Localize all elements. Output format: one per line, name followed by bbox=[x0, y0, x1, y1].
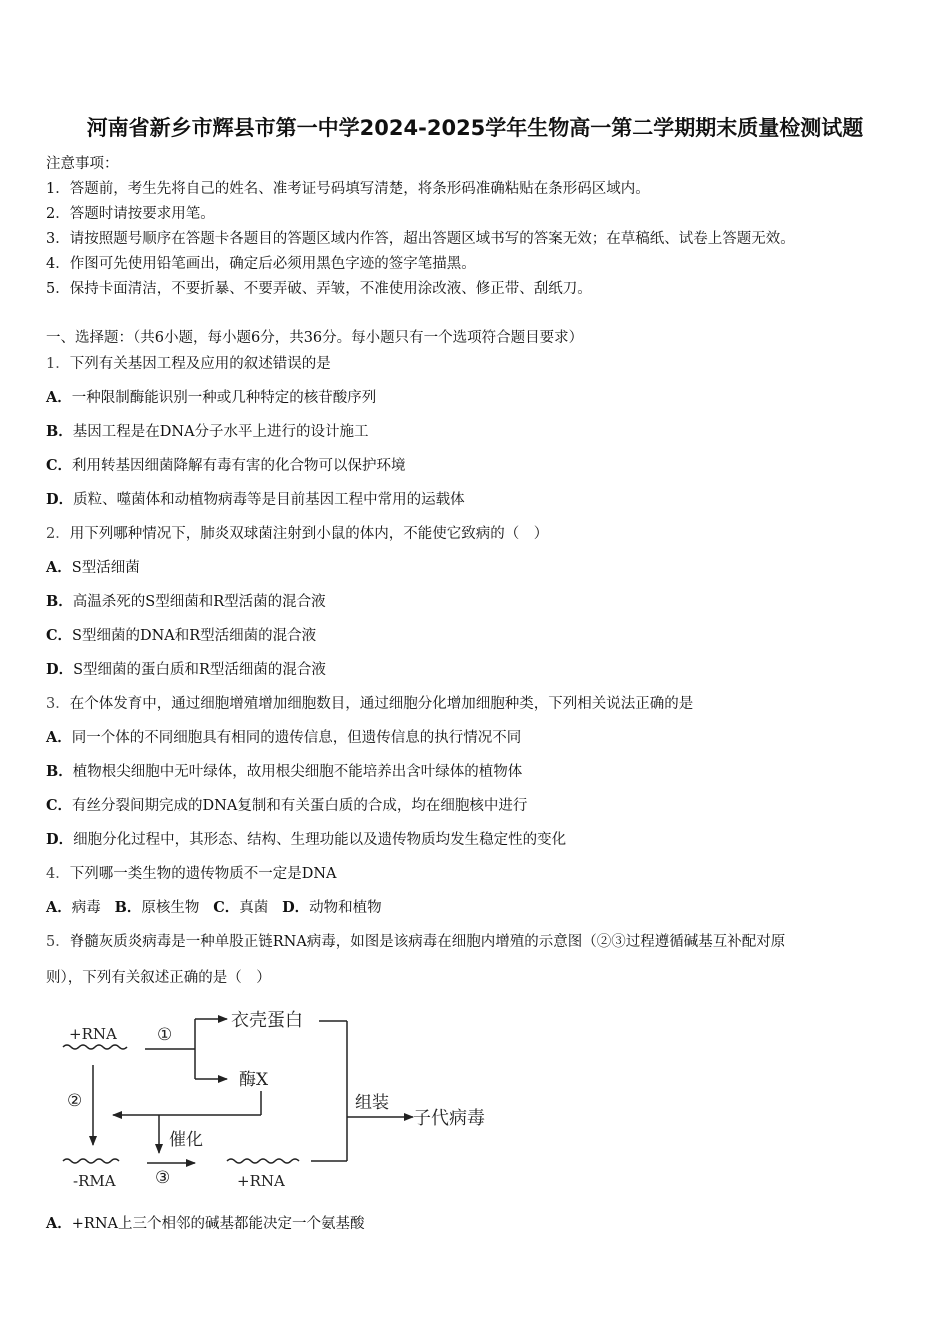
question-text: 用下列哪种情况下，肺炎双球菌注射到小鼠的体内，不能使它致病的（ ） bbox=[69, 526, 549, 542]
option-label: C． bbox=[46, 627, 73, 644]
option-label: C． bbox=[46, 457, 73, 474]
option-text: 有丝分裂间期完成的DNA复制和有关蛋白质的合成，均在细胞核中进行 bbox=[72, 798, 528, 814]
plus-rna-wave-bottom bbox=[227, 1159, 299, 1163]
option-label: D． bbox=[46, 491, 74, 508]
option-label: A． bbox=[46, 899, 72, 916]
plus-rna-wave-top bbox=[63, 1045, 127, 1049]
option-2d bbox=[46, 658, 326, 679]
option-text: 同一个体的不同细胞具有相同的遗传信息，但遗传信息的执行情况不同 bbox=[71, 730, 522, 746]
notice-item: 4．作图可先使用铅笔画出，确定后必须用黑色字迹的签字笔描黑。 bbox=[46, 256, 476, 272]
option-text: 利用转基因细菌降解有毒有害的化合物可以保护环境 bbox=[72, 458, 406, 474]
option-3b bbox=[46, 760, 522, 781]
notice-item: 1．答题前，考生先将自己的姓名、准考证号码填写清楚，将条形码准确粘贴在条形码区域内。 bbox=[46, 181, 650, 197]
option-text: 真菌 bbox=[239, 900, 269, 916]
option-text: 基因工程是在DNA分子水平上进行的设计施工 bbox=[72, 424, 369, 440]
question-4-stem bbox=[46, 862, 337, 883]
exam-title: 河南省新乡市辉县市第一中学2024-2025学年生物高一第二学期期末质量检测试题 bbox=[86, 116, 864, 140]
label-coat-protein: 衣壳蛋白 bbox=[231, 1010, 303, 1031]
notice-heading: 注意事项： bbox=[46, 156, 119, 172]
label-minus-rna: -RMA bbox=[73, 1172, 116, 1190]
label-step-1: ① bbox=[157, 1025, 173, 1045]
option-label: D． bbox=[46, 831, 74, 848]
option-1c bbox=[46, 454, 406, 475]
option-3c bbox=[46, 794, 527, 815]
label-enzyme-x: 酶X bbox=[239, 1070, 269, 1090]
option-text: 动物和植物 bbox=[309, 900, 382, 916]
virus-replication-diagram bbox=[55, 1005, 515, 1195]
section-heading: 一、选择题：（共6小题，每小题6分，共36分。每小题只有一个选项符合题目要求） bbox=[46, 330, 584, 346]
question-4-options bbox=[46, 896, 382, 917]
option-1b bbox=[46, 420, 369, 441]
notice-item: 2．答题时请按要求用笔。 bbox=[46, 206, 215, 222]
option-text: S型活细菌 bbox=[71, 560, 140, 576]
option-1a bbox=[46, 386, 376, 407]
question-1-stem bbox=[46, 352, 331, 373]
option-2c bbox=[46, 624, 316, 645]
option-text: 病毒 bbox=[71, 900, 101, 916]
option-2a bbox=[46, 556, 140, 577]
label-catalyze: 催化 bbox=[169, 1130, 203, 1150]
option-text: S型细菌的DNA和R型活细菌的混合液 bbox=[72, 628, 317, 644]
option-text: 高温杀死的S型细菌和R型活菌的混合液 bbox=[72, 594, 326, 610]
option-text: +RNA上三个相邻的碱基都能决定一个氨基酸 bbox=[71, 1216, 365, 1232]
question-number: 4． bbox=[46, 866, 70, 882]
option-text: 一种限制酶能识别一种或几种特定的核苷酸序列 bbox=[71, 390, 377, 406]
option-label: A． bbox=[46, 389, 72, 406]
option-label: B． bbox=[46, 423, 73, 440]
label-step-2: ② bbox=[67, 1091, 83, 1111]
option-label: C． bbox=[213, 899, 240, 916]
option-label: B． bbox=[114, 899, 142, 916]
question-number: 1． bbox=[46, 356, 70, 372]
option-3a bbox=[46, 726, 521, 747]
option-text: 质粒、噬菌体和动植物病毒等是目前基因工程中常用的运载体 bbox=[73, 492, 465, 508]
question-text: 在个体发育中，通过细胞增殖增加细胞数目，通过细胞分化增加细胞种类，下列相关说法正确的是 bbox=[69, 696, 694, 712]
label-progeny-virus: 子代病毒 bbox=[413, 1108, 485, 1129]
option-text: S型细菌的蛋白质和R型活细菌的混合液 bbox=[73, 662, 326, 678]
question-5-stem-cont: 则），下列有关叙述正确的是（ ） bbox=[46, 970, 271, 986]
question-5-stem bbox=[46, 930, 785, 951]
option-label: D． bbox=[282, 899, 310, 916]
question-text: 脊髓灰质炎病毒是一种单股正链RNA病毒，如图是该病毒在细胞内增殖的示意图（②③过程遵循碱基互补配对原 bbox=[69, 934, 786, 950]
option-text: 细胞分化过程中，其形态、结构、生理功能以及遗传物质均发生稳定性的变化 bbox=[73, 832, 567, 848]
option-5a bbox=[46, 1212, 365, 1233]
label-step-3: ③ bbox=[155, 1168, 171, 1188]
question-number: 3． bbox=[46, 696, 70, 712]
minus-rna-wave bbox=[63, 1159, 119, 1163]
question-text: 下列哪一类生物的遗传物质不一定是DNA bbox=[69, 866, 337, 882]
question-text: 下列有关基因工程及应用的叙述错误的是 bbox=[69, 356, 331, 372]
option-label: D． bbox=[46, 661, 74, 678]
notice-item: 5．保持卡面清洁，不要折暴、不要弄破、弄皱，不准使用涂改液、修正带、刮纸刀。 bbox=[46, 281, 592, 297]
option-3d bbox=[46, 828, 566, 849]
question-number: 5． bbox=[46, 934, 70, 950]
label-assemble: 组装 bbox=[355, 1093, 389, 1113]
option-2b bbox=[46, 590, 326, 611]
option-label: A． bbox=[46, 559, 72, 576]
question-2-stem bbox=[46, 522, 548, 543]
label-plus-rna-bottom: +RNA bbox=[237, 1172, 285, 1190]
option-text: 植物根尖细胞中无叶绿体，故用根尖细胞不能培养出含叶绿体的植物体 bbox=[72, 764, 523, 780]
question-number: 2． bbox=[46, 526, 70, 542]
option-label: A． bbox=[46, 1215, 72, 1232]
option-label: B． bbox=[46, 763, 73, 780]
option-label: A． bbox=[46, 729, 72, 746]
option-1d bbox=[46, 488, 465, 509]
option-label: B． bbox=[46, 593, 73, 610]
label-plus-rna-top: +RNA bbox=[69, 1025, 117, 1043]
option-text: 原核生物 bbox=[141, 900, 200, 916]
notice-item: 3．请按照题号顺序在答题卡各题目的答题区域内作答，超出答题区域书写的答案无效；在草稿纸、试卷上答题无效。 bbox=[46, 231, 795, 247]
option-label: C． bbox=[46, 797, 73, 814]
question-3-stem bbox=[46, 692, 693, 713]
